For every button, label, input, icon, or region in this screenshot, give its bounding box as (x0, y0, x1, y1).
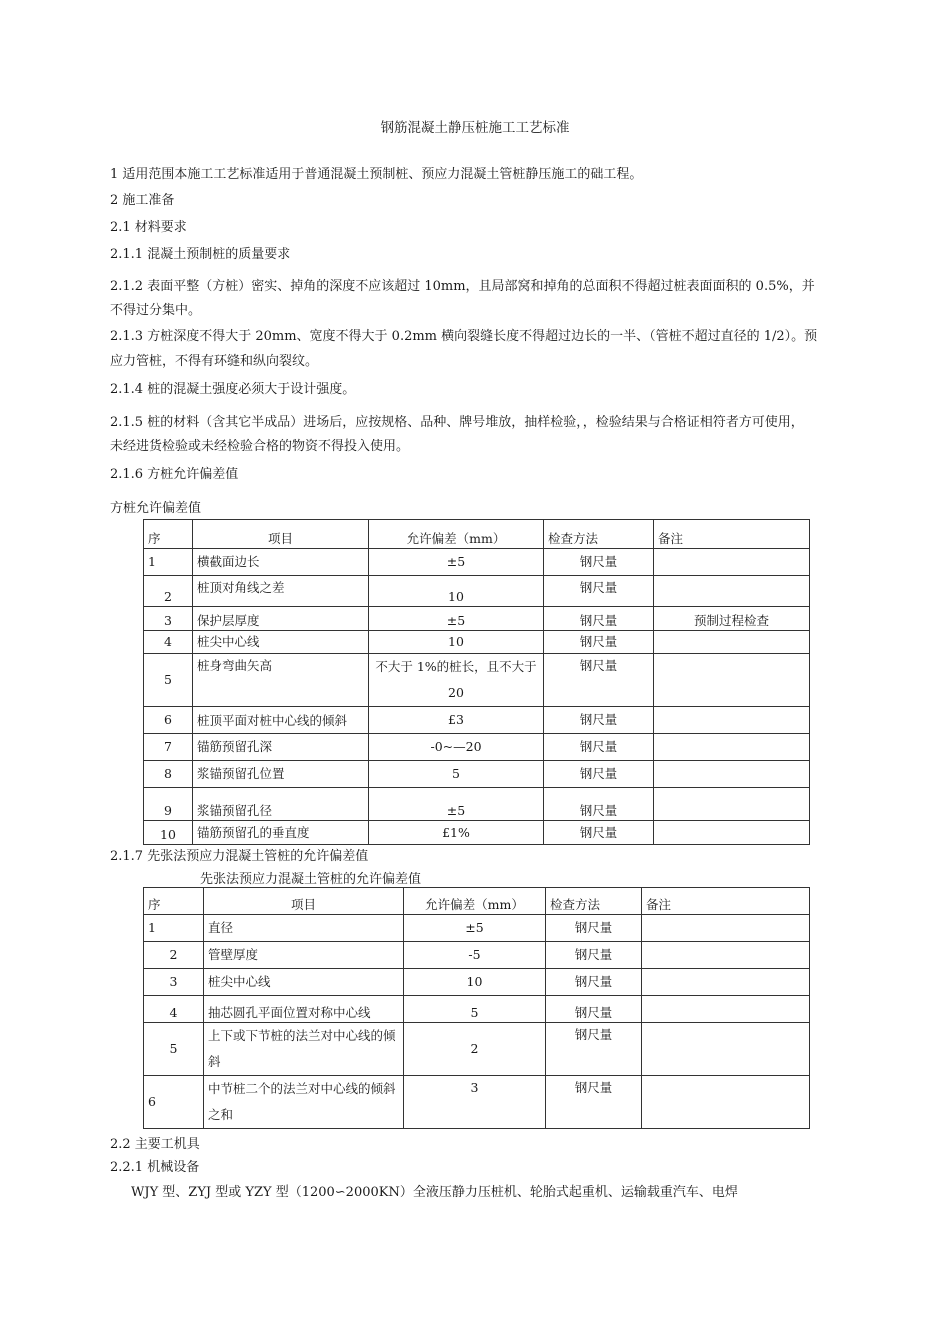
table-row (144, 1023, 810, 1076)
col-header-remark: 备注 (654, 520, 810, 549)
cell-item: 浆锚预留孔位置 (193, 761, 369, 788)
cell-tolerance: 不大于 1%的桩长，且不大于 20 (369, 654, 544, 707)
cell-tolerance: ±5 (369, 607, 544, 631)
cell-remark (654, 707, 810, 734)
cell-index: 3 (144, 607, 193, 631)
table-row (144, 549, 810, 576)
cell-remark (642, 915, 810, 942)
cell-tolerance: 2 (404, 1023, 546, 1076)
cell-method: 钢尺量 (546, 996, 642, 1023)
page-title: 钢筋混凝土静压桩施工工艺标准 (380, 120, 570, 136)
cell-method: 钢尺量 (544, 576, 654, 607)
pipe-pile-tolerance-table (143, 887, 810, 1129)
table-row (144, 707, 810, 734)
table-row (144, 942, 810, 969)
cell-method: 钢尺量 (544, 607, 654, 631)
cell-tolerance: 10 (369, 631, 544, 654)
cell-index: 9 (144, 788, 193, 821)
table-row (144, 996, 810, 1023)
col-header-remark: 备注 (642, 888, 810, 915)
cell-index: 4 (144, 631, 193, 654)
table-row (144, 788, 810, 821)
cell-tolerance: 5 (404, 996, 546, 1023)
section-2-heading: 2 施工准备 (110, 193, 175, 208)
cell-index: 1 (144, 915, 204, 942)
cell-item: 桩顶平面对桩中心线的倾斜 (193, 707, 369, 734)
cell-item: 保护层厚度 (193, 607, 369, 631)
cell-remark (642, 942, 810, 969)
cell-item: 横截面边长 (193, 549, 369, 576)
section-2-1-3-line2: 应力管桩，不得有环缝和纵向裂纹。 (110, 354, 319, 369)
cell-index: 5 (144, 654, 193, 707)
cell-remark (654, 654, 810, 707)
cell-tolerance: -0~—20 (369, 734, 544, 761)
col-header-index: 序 (144, 520, 193, 549)
table-row (144, 969, 810, 996)
section-2-1-7: 2.1.7 先张法预应力混凝土管桩的允许偏差值 (110, 849, 369, 864)
cell-tolerance: £3 (369, 707, 544, 734)
cell-item: 中节桩二个的法兰对中心线的倾斜之和 (204, 1076, 404, 1129)
section-2-2-1-heading: 2.2.1 机械设备 (110, 1160, 200, 1175)
cell-index: 10 (144, 821, 193, 845)
table-row (144, 576, 810, 607)
cell-method: 钢尺量 (544, 821, 654, 845)
cell-item: 管壁厚度 (204, 942, 404, 969)
cell-remark (642, 1023, 810, 1076)
table-header-row (144, 520, 810, 549)
cell-method: 钢尺量 (544, 761, 654, 788)
table-row (144, 654, 810, 707)
cell-tolerance: ±5 (369, 549, 544, 576)
cell-item: 桩身弯曲矢高 (193, 654, 369, 707)
cell-method: 钢尺量 (546, 1076, 642, 1129)
cell-item: 上下或下节桩的法兰对中心线的倾斜 (204, 1023, 404, 1076)
cell-tolerance: ±5 (404, 915, 546, 942)
cell-index: 2 (144, 942, 204, 969)
cell-remark (642, 969, 810, 996)
table2-caption: 先张法预应力混凝土管桩的允许偏差值 (200, 872, 422, 887)
cell-tolerance: ±5 (369, 788, 544, 821)
cell-index: 8 (144, 761, 193, 788)
cell-remark: 预制过程检查 (654, 607, 810, 631)
col-header-method: 检查方法 (544, 520, 654, 549)
cell-method: 钢尺量 (544, 707, 654, 734)
cell-tolerance: 10 (404, 969, 546, 996)
section-2-1-5-line2: 未经进货检验或未经检验合格的物资不得投入使用。 (110, 439, 410, 454)
section-2-1-3-line1: 2.1.3 方桩深度不得大于 20mm、宽度不得大于 0.2mm 横向裂缝长度不得超过边长的一半、（管桩不超过直径的 1/2）。预 (110, 329, 818, 344)
section-2-1-heading: 2.1 材料要求 (110, 220, 187, 235)
equipment-line: WJY 型、ZYJ 型或 YZY 型（1200∽2000KN）全液压静力压桩机、轮胎式起重机、运输载重汽车、电焊 (131, 1185, 738, 1200)
cell-tolerance: 5 (369, 761, 544, 788)
cell-method: 钢尺量 (544, 788, 654, 821)
col-header-method: 检查方法 (546, 888, 642, 915)
table-row (144, 631, 810, 654)
cell-method: 钢尺量 (544, 549, 654, 576)
section-2-1-2-line1: 2.1.2 表面平整（方桩）密实、掉角的深度不应该超过 10mm，且局部窝和掉角的总面积不得超过桩表面面积的 0.5%，并 (110, 279, 815, 294)
cell-item: 锚筋预留孔深 (193, 734, 369, 761)
section-2-1-1: 2.1.1 混凝土预制桩的质量要求 (110, 247, 291, 262)
cell-remark (654, 631, 810, 654)
cell-remark (654, 788, 810, 821)
cell-index: 7 (144, 734, 193, 761)
table-row (144, 1076, 810, 1129)
cell-method: 钢尺量 (546, 1023, 642, 1076)
table1-caption: 方桩允许偏差值 (110, 501, 202, 516)
cell-index: 6 (144, 1076, 204, 1129)
section-2-1-5-line1: 2.1.5 桩的材料（含其它半成品）进场后，应按规格、品种、牌号堆放，抽样检验，，检验结果与合格证相符者方可使用， (110, 415, 804, 430)
cell-method: 钢尺量 (544, 734, 654, 761)
cell-item: 直径 (204, 915, 404, 942)
cell-tolerance: £1% (369, 821, 544, 845)
cell-tolerance: 3 (404, 1076, 546, 1129)
cell-remark (654, 761, 810, 788)
cell-method: 钢尺量 (546, 915, 642, 942)
cell-remark (642, 996, 810, 1023)
col-header-tolerance: 允许偏差（mm） (369, 520, 544, 549)
cell-remark (654, 549, 810, 576)
cell-item: 锚筋预留孔的垂直度 (193, 821, 369, 845)
cell-method: 钢尺量 (544, 631, 654, 654)
cell-method: 钢尺量 (544, 654, 654, 707)
cell-item: 桩顶对角线之差 (193, 576, 369, 607)
cell-item: 桩尖中心线 (204, 969, 404, 996)
table-row (144, 761, 810, 788)
cell-item: 桩尖中心线 (193, 631, 369, 654)
cell-remark (654, 734, 810, 761)
cell-index: 4 (144, 996, 204, 1023)
section-2-1-6: 2.1.6 方桩允许偏差值 (110, 467, 239, 482)
cell-index: 6 (144, 707, 193, 734)
col-header-tolerance: 允许偏差（mm） (404, 888, 546, 915)
table-row (144, 734, 810, 761)
cell-index: 2 (144, 576, 193, 607)
col-header-index: 序 (144, 888, 204, 915)
cell-item: 抽芯圆孔平面位置对称中心线 (204, 996, 404, 1023)
cell-remark (642, 1076, 810, 1129)
square-pile-tolerance-table (143, 519, 810, 845)
table-row (144, 607, 810, 631)
cell-index: 1 (144, 549, 193, 576)
col-header-item: 项目 (193, 520, 369, 549)
col-header-item: 项目 (204, 888, 404, 915)
section-2-1-2-line2: 不得过分集中。 (110, 303, 202, 318)
cell-tolerance: -5 (404, 942, 546, 969)
cell-index: 3 (144, 969, 204, 996)
section-2-2-heading: 2.2 主要工机具 (110, 1137, 200, 1152)
section-1-scope: 1 适用范围本施工工艺标准适用于普通混凝土预制桩、预应力混凝土管桩静压施工的础工程。 (110, 167, 643, 182)
cell-item: 浆锚预留孔径 (193, 788, 369, 821)
cell-index: 5 (144, 1023, 204, 1076)
section-2-1-4: 2.1.4 桩的混凝土强度必须大于设计强度。 (110, 382, 356, 397)
cell-method: 钢尺量 (546, 942, 642, 969)
cell-remark (654, 821, 810, 845)
table-header-row (144, 888, 810, 915)
cell-remark (654, 576, 810, 607)
table-row (144, 821, 810, 845)
cell-method: 钢尺量 (546, 969, 642, 996)
cell-tolerance: 10 (369, 576, 544, 607)
table-row (144, 915, 810, 942)
